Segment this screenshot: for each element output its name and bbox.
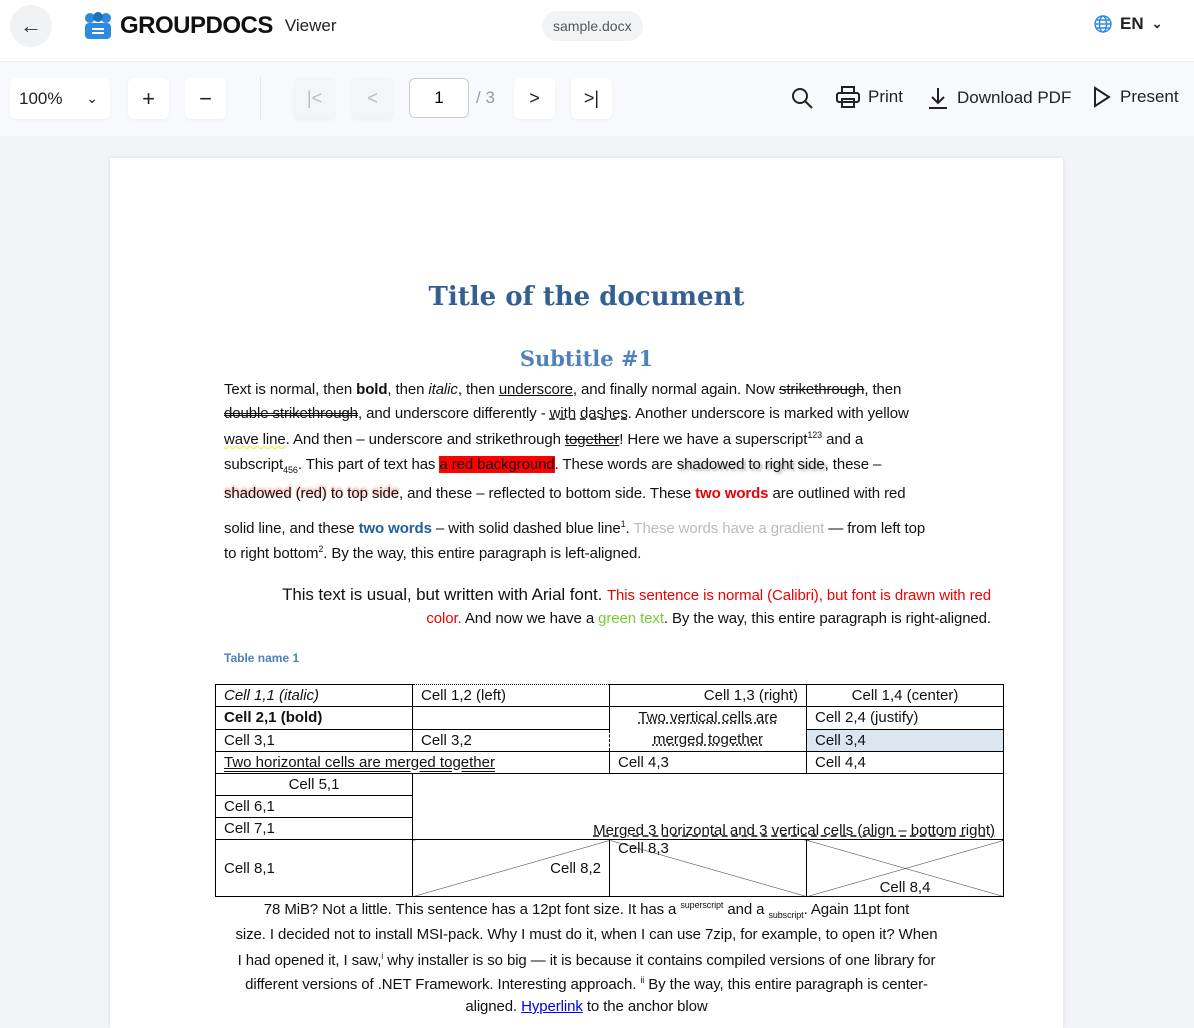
- zoom-select[interactable]: [10, 78, 110, 119]
- search-button[interactable]: [790, 86, 814, 110]
- text-run: superscript: [680, 900, 724, 910]
- cell-text: Two vertical cells are: [638, 709, 778, 726]
- chevron-down-icon: ⌄: [1151, 16, 1163, 31]
- text-run: italic: [428, 381, 458, 398]
- text-run: shadowed (red) to top side: [224, 485, 400, 502]
- table-cell: Cell 1,3 (right): [610, 685, 807, 707]
- table-cell: Cell 1,1 (italic): [216, 685, 413, 707]
- para1-line: [224, 430, 863, 448]
- text-run: to the anchor blow: [582, 998, 708, 1015]
- language-selector[interactable]: [1094, 14, 1163, 34]
- text-run: This text is usual, but written with Arial font.: [282, 585, 607, 604]
- product-name: Viewer: [284, 16, 337, 35]
- zoom-in-button[interactable]: [128, 78, 169, 119]
- last-page-icon: >|: [583, 88, 600, 108]
- para3-line: [110, 975, 1063, 993]
- text-run: 2: [318, 544, 324, 554]
- para1-line: [224, 381, 901, 398]
- text-run: And now we have a: [461, 610, 599, 627]
- text-run: size. I decided not to install MSI-pack. Why I must do it, when I can use 7zip, for example, to open it? When: [235, 926, 938, 943]
- arrow-left-icon: ←: [20, 13, 42, 38]
- table-cell: Cell 3,1: [216, 729, 413, 752]
- chevron-down-icon: ⌄: [86, 90, 98, 106]
- table-cell: Cell 8,2: [413, 840, 610, 897]
- text-run: , and underscore differently -: [357, 405, 550, 422]
- app-header: [0, 0, 1194, 62]
- text-run: subscript: [768, 910, 804, 920]
- plus-icon: +: [142, 85, 155, 111]
- para3-line: [110, 926, 1063, 943]
- text-run: 123: [807, 430, 823, 440]
- text-run: .: [625, 520, 634, 537]
- text-run: By the way, this entire paragraph is center-: [644, 976, 928, 993]
- para1-line: [224, 456, 881, 475]
- download-icon: [927, 86, 949, 110]
- text-run: , these –: [824, 456, 882, 473]
- table-cell: Cell 5,1: [216, 774, 413, 796]
- brand-name: GROUPDOCS: [120, 12, 273, 39]
- para2-line: [282, 585, 991, 605]
- text-run: – with solid dashed blue line: [431, 520, 621, 537]
- text-run: . This part of text has: [297, 456, 440, 473]
- text-run: , then: [457, 381, 499, 398]
- text-run: ! Here we have a superscript: [619, 431, 808, 448]
- text-run: . By the way, this entire paragraph is right-aligned.: [663, 610, 991, 627]
- printer-icon: [836, 86, 860, 108]
- hyperlink[interactable]: Hyperlink: [521, 998, 583, 1015]
- present-button[interactable]: [1092, 86, 1179, 108]
- text-run: aligned.: [465, 998, 522, 1015]
- text-run: 78 MiB? Not a little. This sentence has a 12pt font size. It has a: [263, 901, 681, 918]
- text-run: subscript: [224, 456, 284, 473]
- zoom-out-button[interactable]: [185, 78, 226, 119]
- table-cell-merged-horizontal: Two horizontal cells are merged together: [216, 752, 610, 774]
- table-cell: Cell 4,3: [610, 752, 807, 774]
- print-label: Print: [868, 87, 903, 106]
- text-run: a red background: [439, 456, 555, 473]
- para2-line: [426, 610, 991, 627]
- table-cell: Cell 3,2: [413, 729, 610, 752]
- text-run: , and these – reflected to bottom side. These: [399, 485, 696, 502]
- language-label: EN: [1120, 14, 1144, 33]
- table-cell: Cell 3,4: [807, 729, 1004, 752]
- page-number-input[interactable]: [409, 78, 469, 118]
- text-run: I had opened it, I saw,: [237, 952, 382, 969]
- chevron-left-icon: <: [367, 88, 378, 108]
- document-subtitle: Subtitle #1: [519, 346, 654, 371]
- logo: [82, 12, 337, 40]
- text-run: This sentence is normal (Calibri), but font is drawn with red: [606, 587, 991, 604]
- para3-line: [110, 998, 1063, 1015]
- table-cell: Cell 8,3: [610, 840, 807, 897]
- text-run: bold: [356, 381, 388, 398]
- table-cell-merged-vertical: [610, 707, 807, 752]
- groupdocs-logo-icon: [82, 12, 114, 40]
- next-page-button[interactable]: [514, 78, 555, 119]
- chevron-right-icon: >: [529, 88, 540, 108]
- text-run: strikethrough: [778, 381, 865, 398]
- cell-text: Merged 3 horizontal and 3 vertical cells (align – bottom right): [593, 822, 995, 839]
- text-run: , then: [387, 381, 429, 398]
- para3-line: [110, 951, 1063, 969]
- document-title: Title of the document: [428, 282, 745, 312]
- text-run: These words have a gradient: [633, 520, 825, 537]
- zoom-value: 100%: [19, 88, 63, 108]
- text-run: and a: [822, 431, 864, 448]
- document-table: [215, 684, 1004, 897]
- text-run: and a: [723, 901, 769, 918]
- text-run: two words: [695, 485, 769, 502]
- para1-line: [224, 485, 905, 502]
- text-run: double strikethrough: [224, 405, 358, 422]
- para1-line: [224, 519, 925, 537]
- search-icon: [790, 86, 814, 110]
- text-run: i: [381, 951, 384, 961]
- text-run: with dashes: [549, 405, 628, 422]
- first-page-button[interactable]: [294, 78, 335, 119]
- text-run: , and finally normal again. Now: [572, 381, 779, 398]
- text-run: different versions of .NET Framework. Interesting approach.: [245, 976, 641, 993]
- toolbar: [0, 62, 1194, 136]
- download-pdf-button[interactable]: [927, 86, 1071, 110]
- table-cell: [413, 707, 610, 730]
- text-run: . These words are: [554, 456, 677, 473]
- table-cell: Cell 8,1: [216, 840, 413, 897]
- text-run: are outlined with red: [768, 485, 906, 502]
- file-name-badge: sample.docx: [542, 11, 643, 41]
- text-run: — from left top: [824, 520, 926, 537]
- text-run: solid line, and these: [224, 520, 359, 537]
- table-cell: Cell 4,4: [807, 752, 1004, 774]
- table-caption: Table name 1: [224, 651, 300, 665]
- text-run: two words: [358, 520, 432, 537]
- table-cell: Cell 1,4 (center): [807, 685, 1004, 707]
- text-run: . By the way, this entire paragraph is left-aligned.: [323, 545, 642, 562]
- text-run: . And then – underscore and strikethrough: [285, 431, 565, 448]
- text-run: green text: [598, 610, 664, 627]
- play-icon: [1092, 86, 1112, 108]
- text-run: Text is normal, then: [224, 381, 357, 398]
- table-cell: Cell 2,1 (bold): [216, 707, 413, 730]
- text-run: why installer is so big — it is because it contains compiled versions of one library for: [383, 952, 936, 969]
- table-cell: Cell 2,4 (justify): [807, 707, 1004, 730]
- para1-line: [224, 544, 641, 562]
- para3-line: [110, 900, 1063, 920]
- text-run: together: [564, 431, 620, 448]
- text-run: to right bottom: [224, 545, 319, 562]
- page-total: / 3: [476, 88, 495, 107]
- present-label: Present: [1120, 87, 1179, 106]
- document-page: [110, 158, 1063, 1028]
- para1-line: [224, 405, 909, 422]
- text-run: shadowed to right side: [676, 456, 825, 473]
- minus-icon: −: [199, 85, 212, 111]
- first-page-icon: |<: [306, 88, 323, 108]
- prev-page-button[interactable]: [352, 78, 393, 119]
- text-run: . Another underscore is marked with yellow: [627, 405, 909, 422]
- back-button[interactable]: [10, 5, 52, 47]
- text-run: , then: [864, 381, 902, 398]
- globe-icon: [1094, 15, 1112, 33]
- table-cell-merged-block: [413, 774, 1004, 840]
- text-run: 456: [283, 465, 298, 475]
- text-run: 1: [620, 519, 626, 529]
- print-button[interactable]: [836, 86, 903, 108]
- text-run: underscore: [498, 381, 573, 398]
- download-label: Download PDF: [957, 88, 1072, 107]
- text-run: wave line: [224, 431, 286, 448]
- table-cell: Cell 6,1: [216, 796, 413, 818]
- text-run: . Again 11pt font: [803, 901, 910, 918]
- last-page-button[interactable]: [571, 78, 612, 119]
- cell-text: merged together: [652, 731, 764, 748]
- table-cell: Cell 8,4: [807, 840, 1004, 897]
- table-cell: Cell 7,1: [216, 818, 413, 840]
- text-run: color.: [426, 610, 462, 627]
- table-cell: Cell 1,2 (left): [413, 685, 610, 707]
- divider: [260, 76, 261, 120]
- text-run: ii: [640, 975, 645, 985]
